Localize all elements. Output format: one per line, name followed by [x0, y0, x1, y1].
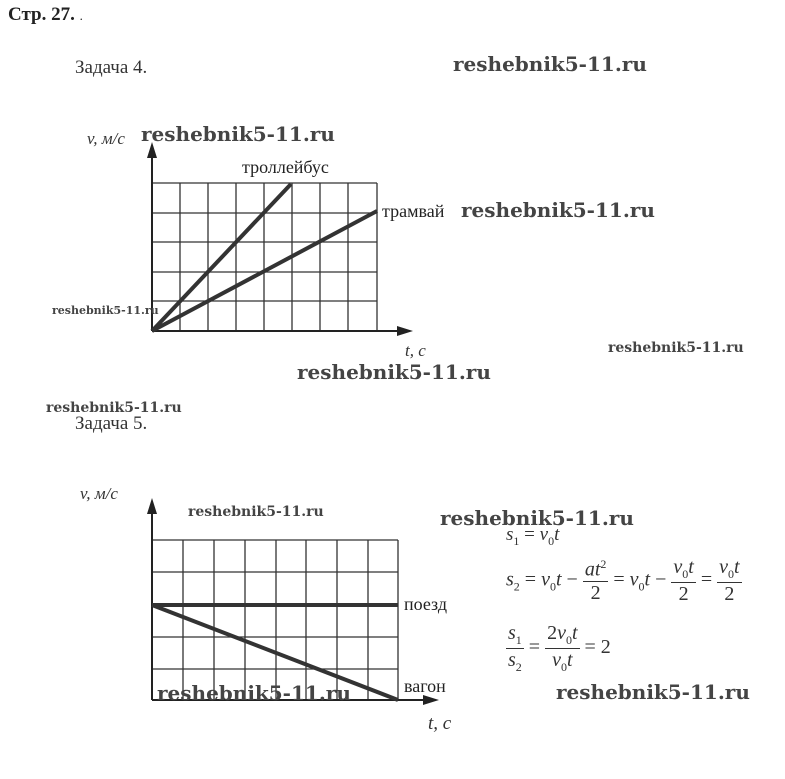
formula-s1: $s_1 = v_0t$: [506, 524, 560, 548]
watermark: reshebnik5-11.ru: [453, 52, 647, 76]
formula-s2: $s_2 = v_0t$ − $\frac{at^2}{2}$ = $v_0t$ − $\frac{v_0t}{2}$ = $\frac{v_0t}{2}$: [506, 556, 740, 605]
watermark: reshebnik5-11.ru: [141, 122, 335, 146]
watermark: reshebnik5-11.ru: [297, 360, 491, 384]
watermark: reshebnik5-11.ru: [461, 198, 655, 222]
task4-title: Задача 4.: [75, 57, 148, 78]
watermark: reshebnik5-11.ru: [52, 304, 159, 317]
watermark: reshebnik5-11.ru: [46, 400, 182, 416]
watermark: reshebnik5-11.ru: [608, 340, 744, 356]
trolleybus-line: [152, 184, 291, 331]
trolleybus-label: троллейбус: [242, 157, 329, 177]
task5-x-axis-label: t, с: [428, 713, 452, 734]
task5-y-axis-label: v, м/с: [80, 484, 118, 503]
task5-title: Задача 5.: [75, 413, 148, 434]
wagon-label: вагон: [404, 676, 446, 696]
watermark: reshebnik5-11.ru: [440, 506, 634, 530]
train-label: поезд: [404, 594, 448, 614]
tram-label: трамвай: [382, 201, 445, 221]
watermark: reshebnik5-11.ru: [188, 504, 324, 520]
task4-x-axis-label: t, с: [405, 341, 426, 360]
task5-axes: [147, 498, 439, 705]
task4-y-axis-label: v, м/с: [87, 129, 125, 148]
page-header: Стр. 27. .: [8, 4, 83, 25]
watermark: reshebnik5-11.ru: [556, 680, 750, 704]
formula-ratio: $\frac{s_1}{s_2}$ = $\frac{2v_0t}{v_0t}$ = 2: [508, 622, 611, 674]
task4-grid: [152, 183, 377, 331]
watermark: reshebnik5-11.ru: [157, 681, 351, 705]
